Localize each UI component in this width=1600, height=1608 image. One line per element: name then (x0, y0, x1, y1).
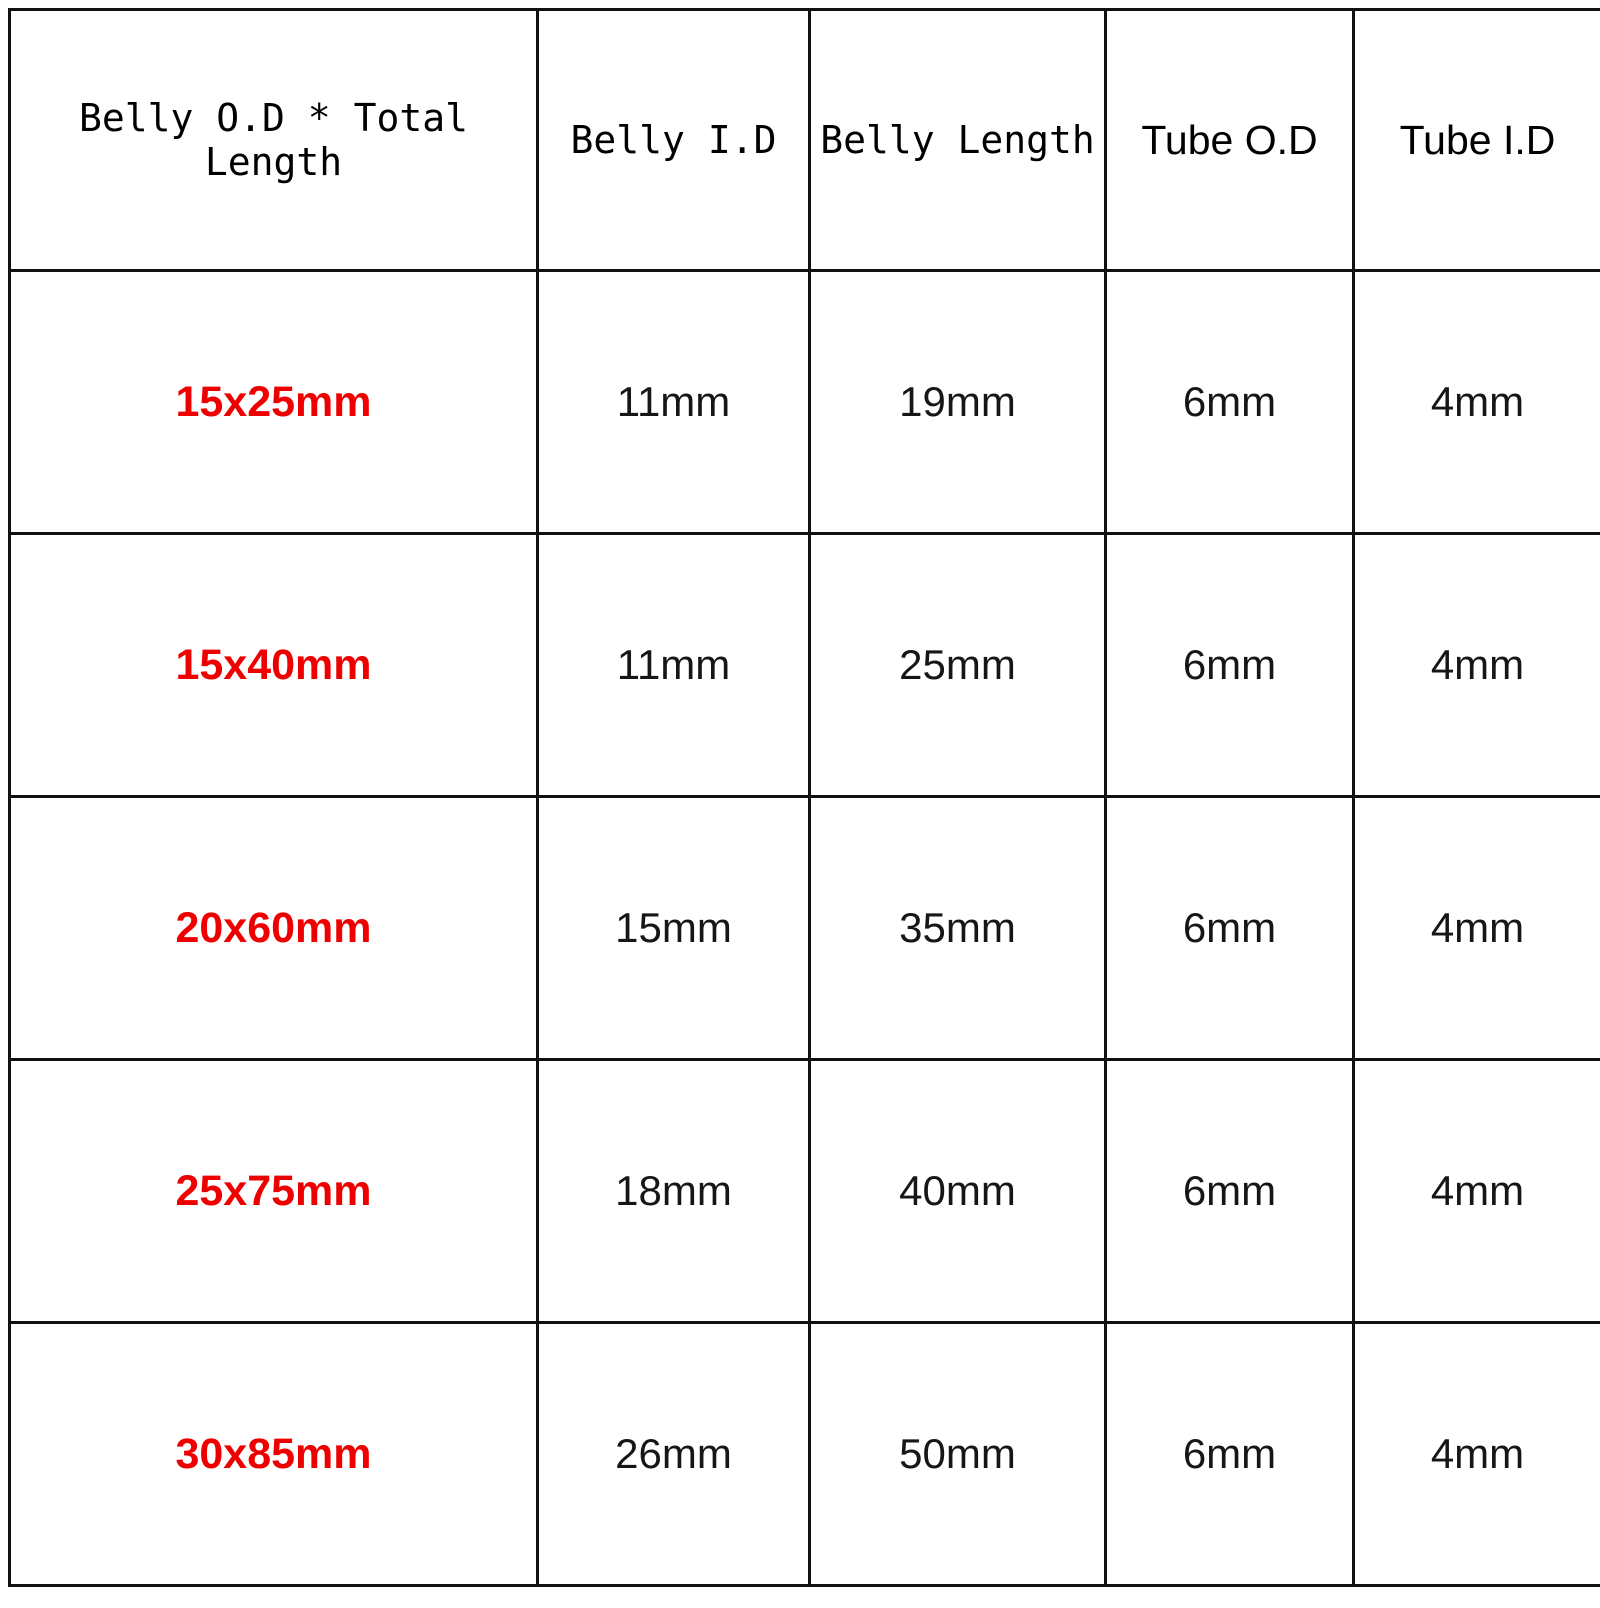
table-header-row (10, 10, 1600, 271)
cell-tube-od: 6mm (1106, 271, 1354, 534)
cell-belly-length: 40mm (810, 1060, 1106, 1323)
cell-belly-od-total-length: 30x85mm (10, 1323, 538, 1586)
cell-belly-length: 35mm (810, 797, 1106, 1060)
specification-table (8, 8, 1600, 1587)
cell-tube-od: 6mm (1106, 1323, 1354, 1586)
cell-belly-id: 18mm (538, 1060, 810, 1323)
cell-belly-id: 11mm (538, 534, 810, 797)
cell-tube-id: 4mm (1354, 797, 1600, 1060)
column-header-belly-id: Belly I.D (538, 10, 810, 271)
cell-belly-length: 50mm (810, 1323, 1106, 1586)
cell-belly-od-total-length: 15x40mm (10, 534, 538, 797)
column-header-tube-id: Tube I.D (1354, 10, 1600, 271)
table-row (10, 271, 1600, 534)
cell-belly-od-total-length: 15x25mm (10, 271, 538, 534)
cell-tube-od: 6mm (1106, 534, 1354, 797)
cell-tube-id: 4mm (1354, 1060, 1600, 1323)
cell-belly-od-total-length: 20x60mm (10, 797, 538, 1060)
cell-belly-id: 15mm (538, 797, 810, 1060)
cell-belly-id: 11mm (538, 271, 810, 534)
cell-tube-od: 6mm (1106, 1060, 1354, 1323)
cell-tube-id: 4mm (1354, 534, 1600, 797)
cell-tube-od: 6mm (1106, 797, 1354, 1060)
column-header-tube-od: Tube O.D (1106, 10, 1354, 271)
column-header-belly-od-total-length: Belly O.D * Total Length (10, 10, 538, 271)
cell-belly-od-total-length: 25x75mm (10, 1060, 538, 1323)
cell-belly-length: 25mm (810, 534, 1106, 797)
table-row (10, 1060, 1600, 1323)
cell-tube-id: 4mm (1354, 271, 1600, 534)
table-row (10, 1323, 1600, 1586)
table-row (10, 534, 1600, 797)
cell-tube-id: 4mm (1354, 1323, 1600, 1586)
cell-belly-length: 19mm (810, 271, 1106, 534)
cell-belly-id: 26mm (538, 1323, 810, 1586)
table-row (10, 797, 1600, 1060)
column-header-belly-length: Belly Length (810, 10, 1106, 271)
